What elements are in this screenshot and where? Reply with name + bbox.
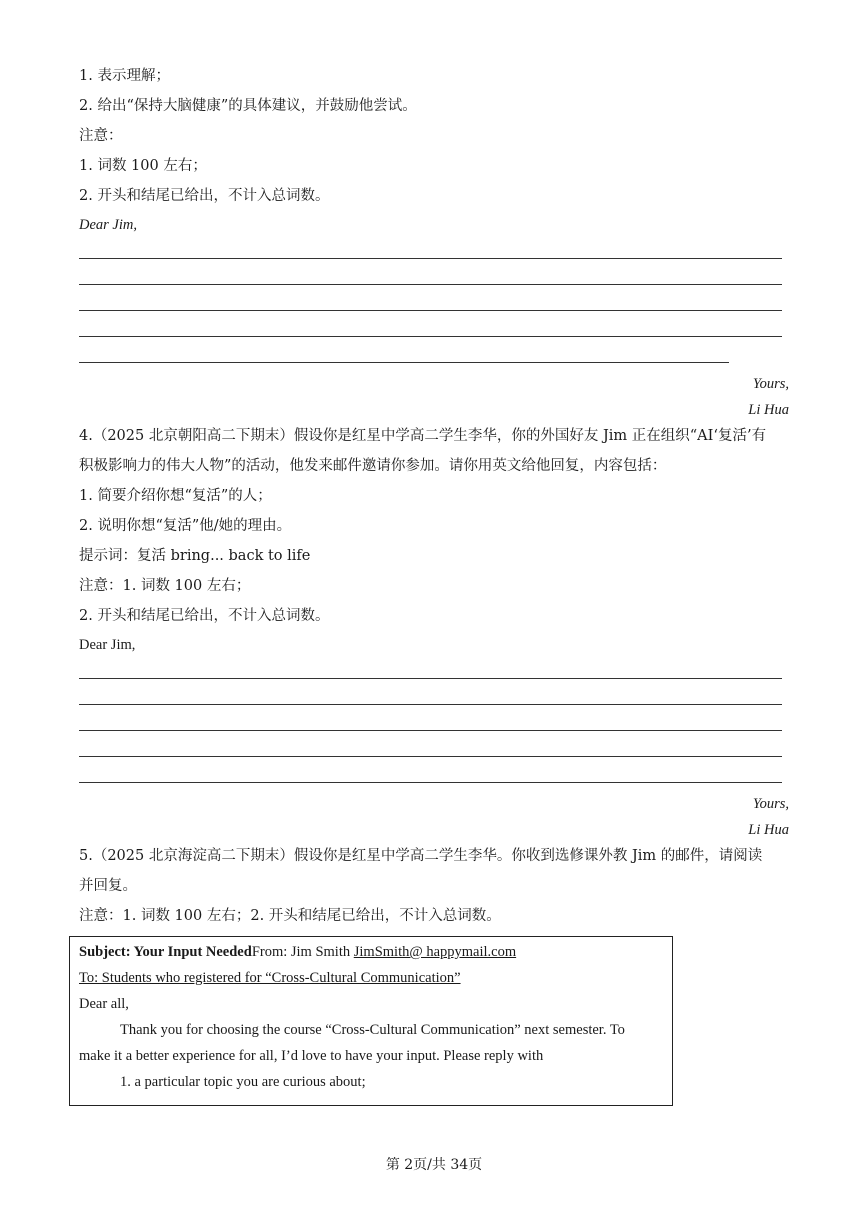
q3-note-label: 注意： [79, 128, 123, 144]
q4-item-2: 2. 说明你想“复活”他/她的理由。 [79, 518, 292, 534]
email-to: To: Students who registered for “Cross-Cultural Communication” [79, 970, 461, 986]
answer-line [79, 704, 782, 705]
answer-line [79, 678, 782, 679]
email-from-address[interactable]: JimSmith@ happymail.com [353, 944, 517, 960]
answer-line [79, 756, 782, 757]
q4-signature: Li Hua [748, 822, 789, 838]
q4-note-1: 注意：1. 词数 100 左右； [79, 578, 251, 594]
q3-closing: Yours, [752, 376, 789, 392]
answer-line [79, 362, 729, 363]
email-item-1: 1. a particular topic you are curious about; [120, 1074, 366, 1090]
q3-greeting: Dear Jim, [79, 217, 137, 233]
answer-line [79, 284, 782, 285]
q5-intro-line-2: 并回复。 [79, 878, 137, 894]
answer-line [79, 782, 782, 783]
q3-item-1: 1. 表示理解； [79, 68, 170, 84]
page-indicator: 第 2页/共 34页 [385, 1157, 483, 1173]
email-subject: Subject: Your Input Needed [79, 944, 252, 960]
email-greeting: Dear all, [79, 996, 129, 1012]
answer-line [79, 336, 782, 337]
q3-note-2: 2. 开头和结尾已给出，不计入总词数。 [79, 188, 330, 204]
q4-note-2: 2. 开头和结尾已给出，不计入总词数。 [79, 608, 330, 624]
q4-intro-line-1: 4.（2025 北京朝阳高二下期末）假设你是红星中学高二学生李华，你的外国好友 Jim 正在组织“AI‘复活’有 [79, 428, 767, 444]
answer-line [79, 258, 782, 259]
email-body-line-1: Thank you for choosing the course “Cross-Cultural Communication” next semester. To [120, 1022, 625, 1038]
email-body-line-2: make it a better experience for all, I’d love to have your input. Please reply with [79, 1048, 544, 1064]
q5-intro-line-1: 5.（2025 北京海淀高二下期末）假设你是红星中学高二学生李华。你收到选修课外教 Jim 的邮件，请阅读 [79, 848, 763, 864]
q3-item-2: 2. 给出“保持大脑健康”的具体建议，并鼓励他尝试。 [79, 98, 417, 114]
email-box [69, 936, 673, 1106]
q3-signature: Li Hua [748, 402, 789, 418]
q5-note: 注意：1. 词数 100 左右；2. 开头和结尾已给出，不计入总词数。 [79, 908, 501, 924]
q4-closing: Yours, [752, 796, 789, 812]
q4-item-1: 1. 简要介绍你想“复活”的人； [79, 488, 272, 504]
q4-greeting: Dear Jim, [79, 637, 136, 653]
q4-intro-line-2: 积极影响力的伟大人物”的活动，他发来邮件邀请你参加。请你用英文给他回复，内容包括： [79, 458, 667, 474]
q3-note-1: 1. 词数 100 左右； [79, 158, 207, 174]
answer-line [79, 310, 782, 311]
email-header-line [79, 942, 516, 962]
q4-hint: 提示词：复活 bring... back to life [79, 548, 311, 564]
email-from: From: Jim Smith [251, 944, 354, 960]
answer-line [79, 730, 782, 731]
